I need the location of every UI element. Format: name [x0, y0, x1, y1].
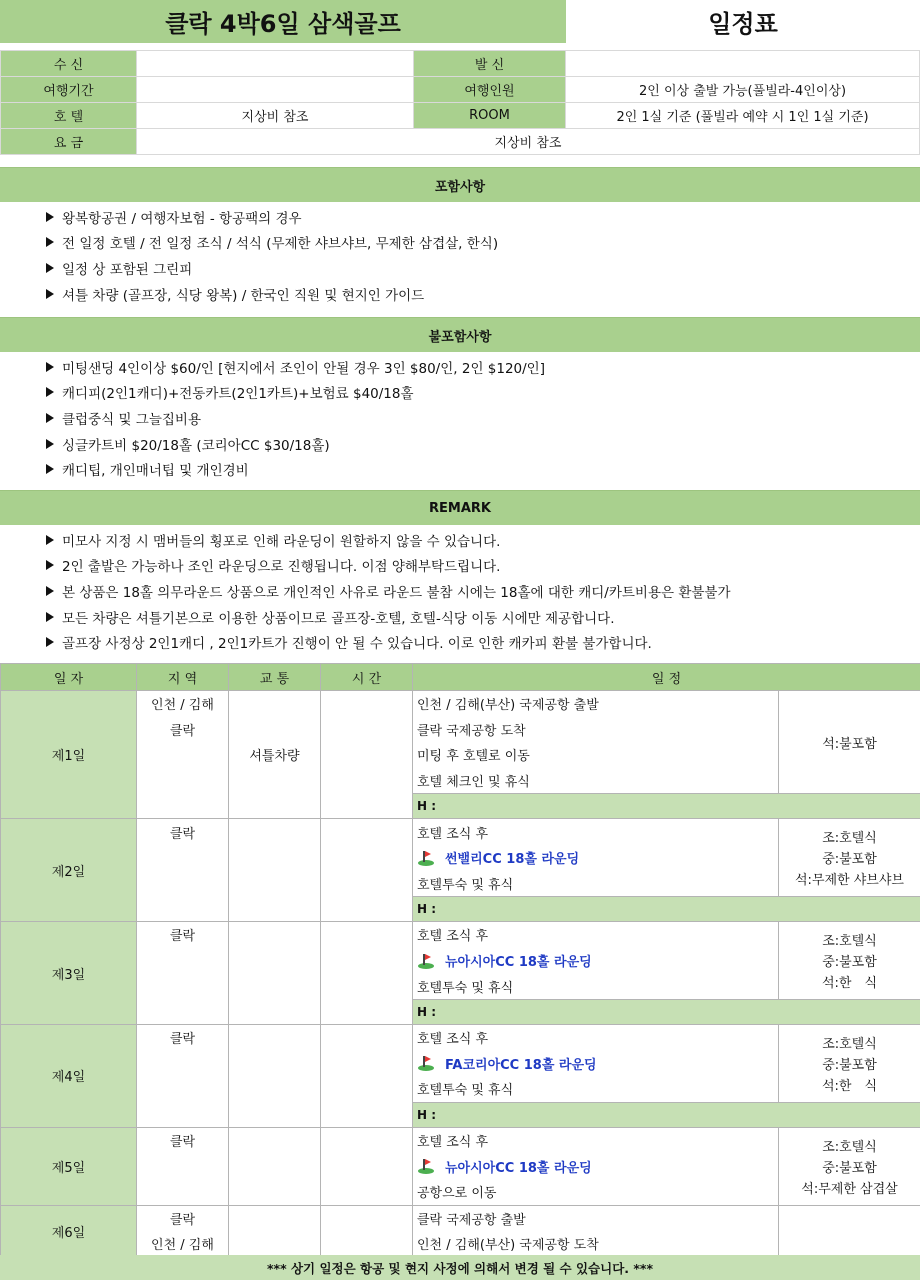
region-cell: 클락: [137, 1127, 229, 1205]
footer-note: *** 상기 일정은 항공 및 현지 사정에 의해서 변경 될 수 있습니다. ***: [0, 1255, 920, 1280]
region-cell: 클락: [137, 819, 229, 922]
day-label: 제6일: [1, 1205, 137, 1257]
header-transport: 교 통: [229, 664, 321, 691]
triangle-bullet-icon: [46, 362, 54, 372]
time-cell: [321, 819, 413, 922]
day-label: 제1일: [1, 691, 137, 819]
table-row: [1, 1127, 920, 1205]
golf-flag-icon: [417, 953, 435, 969]
header-time: 시 간: [321, 664, 413, 691]
list-item: 일정 상 포함된 그린피: [0, 255, 920, 281]
plan-cell: 호텔 조식 후 뉴아시아CC 18홀 라운딩 공항으로 이동: [413, 1127, 779, 1205]
time-cell: [321, 1024, 413, 1127]
page-subtitle: 일정표: [566, 0, 920, 43]
golf-course: 뉴아시아CC 18홀 라운딩: [445, 1160, 592, 1176]
list-item: 셔틀 차량 (골프장, 식당 왕복) / 한국인 직원 및 현지인 가이드: [0, 281, 920, 307]
meal-cell: 조:호텔식 중:불포함 석:무제한 샤브샤브: [779, 819, 920, 897]
plan-cell: 호텔 조식 후 썬밸리CC 18홀 라운딩 호텔투숙 및 휴식: [413, 819, 779, 897]
time-cell: [321, 1205, 413, 1257]
region-cell: 클락: [137, 1024, 229, 1127]
room-label: ROOM: [414, 103, 566, 129]
list-item: 골프장 사정상 2인1캐디 , 2인1카트가 진행이 안 될 수 있습니다. 이로 인한 캐카피 환불 불가합니다.: [0, 629, 920, 655]
triangle-bullet-icon: [46, 413, 54, 423]
hotel-label: H :: [413, 897, 920, 922]
triangle-bullet-icon: [46, 439, 54, 449]
day-label: 제4일: [1, 1024, 137, 1127]
info-row: [1, 77, 920, 103]
table-row: [1, 691, 920, 794]
to-label: 수 신: [1, 51, 137, 77]
price-value: 지상비 참조: [137, 129, 920, 155]
golf-flag-icon: [417, 850, 435, 866]
info-table: [0, 50, 920, 155]
hotel-label: H :: [413, 794, 920, 819]
price-label: 요 금: [1, 129, 137, 155]
day-label: 제2일: [1, 819, 137, 922]
info-row: [1, 129, 920, 155]
title-row: [0, 0, 920, 43]
from-label: 발 신: [414, 51, 566, 77]
transport-cell: [229, 922, 321, 1025]
list-item: 클럽중식 및 그늘집비용: [0, 405, 920, 431]
triangle-bullet-icon: [46, 237, 54, 247]
triangle-bullet-icon: [46, 387, 54, 397]
period-label: 여행기간: [1, 77, 137, 103]
page-title: 클락 4박6일 삼색골프: [0, 0, 566, 43]
transport-cell: 셔틀차량: [229, 691, 321, 819]
schedule-table: [0, 663, 920, 1258]
remark-title: REMARK: [0, 490, 920, 525]
meal-cell: 조:호텔식 중:불포함 석:한 식: [779, 922, 920, 1000]
list-item: 모든 차량은 셔틀기본으로 이용한 상품이므로 골프장-호텔, 호텔-식당 이동 시에만 제공합니다.: [0, 604, 920, 630]
meal-cell: 조:호텔식 중:불포함 석:무제한 삼겹살: [779, 1127, 920, 1205]
triangle-bullet-icon: [46, 535, 54, 545]
region-cell: 클락: [137, 922, 229, 1025]
list-item: 미모사 지정 시 맴버들의 횡포로 인해 라운딩이 원할하지 않을 수 있습니다.: [0, 527, 920, 553]
triangle-bullet-icon: [46, 464, 54, 474]
hotel-label: H :: [413, 1102, 920, 1127]
period-value: [137, 77, 414, 103]
header-day: 일 자: [1, 664, 137, 691]
excluded-list: [0, 352, 920, 482]
excluded-section: [0, 317, 920, 482]
plan-cell: 클락 국제공항 출발 인천 / 김해(부산) 국제공항 도착: [413, 1205, 779, 1257]
list-item: 전 일정 호텔 / 전 일정 조식 / 석식 (무제한 샤브샤브, 무제한 삼겹살, 한식): [0, 230, 920, 256]
triangle-bullet-icon: [46, 637, 54, 647]
meal-cell: 조:호텔식 중:불포함 석:한 식: [779, 1024, 920, 1102]
golf-flag-icon: [417, 1055, 435, 1071]
list-item: 캐디팁, 개인매너팁 및 개인경비: [0, 456, 920, 482]
golf-course: 뉴아시아CC 18홀 라운딩: [445, 955, 592, 971]
hotel-label: 호 텔: [1, 103, 137, 129]
transport-cell: [229, 1127, 321, 1205]
triangle-bullet-icon: [46, 586, 54, 596]
day-label: 제3일: [1, 922, 137, 1025]
list-item: 캐디피(2인1캐디)+전동카트(2인1카트)+보험료 $40/18홀: [0, 380, 920, 406]
to-value: [137, 51, 414, 77]
from-value: [566, 51, 920, 77]
header-plan: 일 정: [413, 664, 920, 691]
list-item: 2인 출발은 가능하나 조인 라운딩으로 진행됩니다. 이점 양해부탁드립니다.: [0, 553, 920, 579]
transport-cell: [229, 1024, 321, 1127]
transport-cell: [229, 819, 321, 922]
list-item: 미팅샌딩 4인이상 $60/인 [현지에서 조인이 안될 경우 3인 $80/인, 2인 $120/인]: [0, 354, 920, 380]
transport-cell: [229, 1205, 321, 1257]
table-row: [1, 922, 920, 1000]
meal-cell: [779, 1205, 920, 1257]
list-item: 싱글카트비 $20/18홀 (코리아CC $30/18홀): [0, 431, 920, 457]
included-section: [0, 167, 920, 306]
time-cell: [321, 1127, 413, 1205]
plan-cell: 인천 / 김해(부산) 국제공항 출발 클락 국제공항 도착 미팅 후 호텔로 이동 호텔 체크인 및 휴식: [413, 691, 779, 794]
triangle-bullet-icon: [46, 560, 54, 570]
golf-course: 썬밸리CC 18홀 라운딩: [445, 852, 580, 868]
time-cell: [321, 691, 413, 819]
schedule-header: [1, 664, 920, 691]
remark-list: [0, 525, 920, 655]
golf-course: FA코리아CC 18홀 라운딩: [445, 1057, 597, 1073]
hotel-label: H :: [413, 999, 920, 1024]
info-row: [1, 103, 920, 129]
day-label: 제5일: [1, 1127, 137, 1205]
time-cell: [321, 922, 413, 1025]
excluded-title: 불포함사항: [0, 317, 920, 352]
region-cell: 클락 인천 / 김해: [137, 1205, 229, 1257]
triangle-bullet-icon: [46, 263, 54, 273]
region-cell: 인천 / 김해 클락: [137, 691, 229, 819]
triangle-bullet-icon: [46, 612, 54, 622]
header-region: 지 역: [137, 664, 229, 691]
info-row: [1, 51, 920, 77]
meal-cell: 석:불포함: [779, 691, 920, 794]
included-title: 포함사항: [0, 167, 920, 202]
hotel-value: 지상비 참조: [137, 103, 414, 129]
triangle-bullet-icon: [46, 212, 54, 222]
table-row: [1, 1205, 920, 1257]
people-value: 2인 이상 출발 가능(풀빌라-4인이상): [566, 77, 920, 103]
table-row: [1, 1024, 920, 1102]
table-row: [1, 819, 920, 897]
people-label: 여행인원: [414, 77, 566, 103]
remark-section: [0, 490, 920, 655]
included-list: [0, 202, 920, 306]
list-item: 왕복항공권 / 여행자보험 - 항공팩의 경우: [0, 204, 920, 230]
plan-cell: 호텔 조식 후 FA코리아CC 18홀 라운딩 호텔투숙 및 휴식: [413, 1024, 779, 1102]
plan-cell: 호텔 조식 후 뉴아시아CC 18홀 라운딩 호텔투숙 및 휴식: [413, 922, 779, 1000]
list-item: 본 상품은 18홀 의무라운드 상품으로 개인적인 사유로 라운드 불참 시에는 18홀에 대한 캐디/카트비용은 환불불가: [0, 578, 920, 604]
triangle-bullet-icon: [46, 289, 54, 299]
room-value: 2인 1실 기준 (풀빌라 예약 시 1인 1실 기준): [566, 103, 920, 129]
golf-flag-icon: [417, 1158, 435, 1174]
